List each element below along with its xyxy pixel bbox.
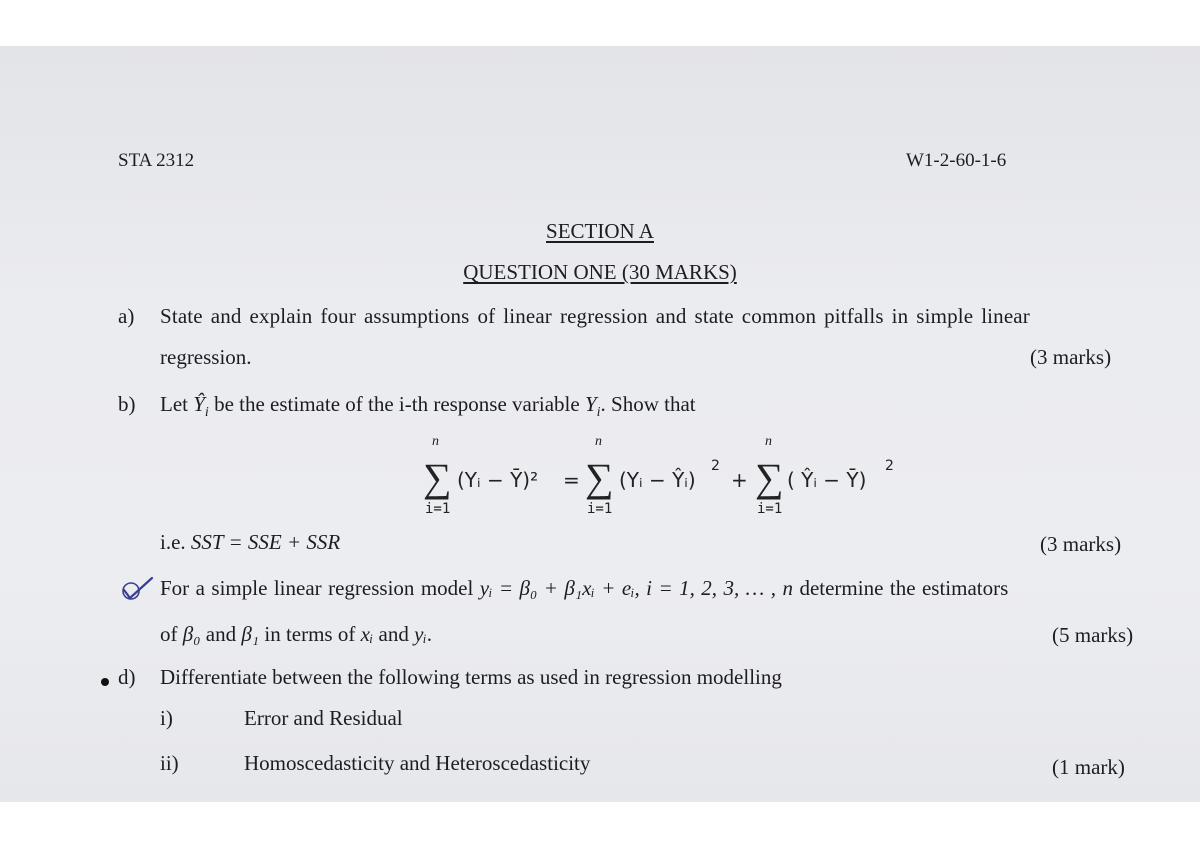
question-d-marks: (1 mark) (1052, 755, 1125, 779)
formula-plus: + (731, 468, 748, 492)
sum1-upper: n (432, 434, 439, 449)
question-b-marks: (3 marks) (1040, 532, 1122, 556)
sum2-upper: n (595, 434, 602, 449)
section-title: SECTION A (546, 219, 654, 243)
sum1-sigma: ∑ (423, 455, 452, 500)
sum3-lower: i=1 (757, 501, 783, 517)
question-a-text-line2: regression. (160, 345, 252, 369)
question-d-item-2-text: Homoscedasticity and Heteroscedasticity (244, 751, 591, 775)
sum1-lower: i=1 (425, 501, 451, 517)
course-code: STA 2312 (118, 150, 195, 171)
handwritten-check-icon (118, 576, 158, 604)
x-i: xᵢ (360, 622, 374, 646)
formula-term1: (Yᵢ − Ȳ)² (457, 468, 539, 492)
identity-expression: SST = SSE + SSR (190, 530, 341, 554)
question-a-label: a) (118, 304, 135, 328)
question-b-text: Let $Ŷ_i$ be the estimate of the i-th response variable $Y_i$. Show that (160, 392, 696, 421)
sum3-sigma: ∑ (755, 455, 784, 500)
question-d-text: Differentiate between the following terms as used in regression modelling (160, 665, 782, 689)
question-c-text-line1: For a simple linear regression model yᵢ = β₀ + β₁xᵢ + eᵢ, i = 1, 2, 3, … , n determine the estimators (160, 576, 1009, 600)
question-d-item-2-num: ii) (160, 751, 179, 775)
sum2-sigma: ∑ (585, 455, 614, 500)
formula-term3: ( Ŷᵢ − Ȳ) (787, 468, 867, 492)
question-d-label: d) (118, 665, 136, 689)
sum2-lower: i=1 (587, 501, 613, 517)
variance-decomposition-formula (415, 430, 935, 522)
formula-term2: (Yᵢ − Ŷᵢ) (619, 468, 696, 492)
beta1: β₁ (241, 622, 260, 646)
y-i: yᵢ (414, 622, 427, 646)
term3-square: 2 (885, 458, 894, 474)
beta0: β₀ (182, 622, 201, 646)
exam-paper (0, 46, 1200, 802)
question-a-marks: (3 marks) (1030, 345, 1112, 369)
question-c-marks: (5 marks) (1052, 623, 1134, 647)
question-b-label: b) (118, 392, 136, 416)
y-symbol: Y (584, 392, 597, 416)
formula-equals: = (563, 468, 580, 492)
yhat-symbol: Ŷ (193, 392, 205, 416)
handwritten-dot (101, 678, 109, 686)
term2-square: 2 (711, 458, 720, 474)
regression-model: yᵢ = β₀ + β₁xᵢ + eᵢ, i = 1, 2, 3, … , n (479, 576, 793, 600)
question-c-text-line2: of β₀ and β₁ in terms of xᵢ and yᵢ. (160, 622, 432, 646)
question-title: QUESTION ONE (30 MARKS) (463, 260, 737, 284)
question-a-text-line1: State and explain four assumptions of linear regression and state common pitfalls in simple linear (160, 304, 1030, 328)
question-d-item-1-num: i) (160, 706, 173, 730)
sum3-upper: n (765, 434, 772, 449)
question-d-item-1-text: Error and Residual (244, 706, 403, 730)
identity-line: i.e. SST = SSE + SSR (160, 530, 341, 554)
paper-code: W1-2-60-1-6 (906, 150, 1007, 171)
